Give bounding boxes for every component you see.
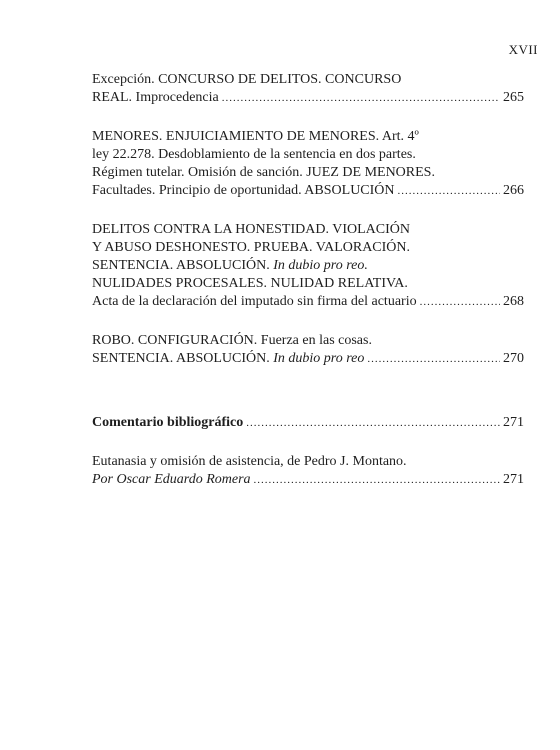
toc-line: SENTENCIA. ABSOLUCIÓN. — [92, 258, 270, 273]
dot-leader — [254, 471, 500, 489]
toc-leader-line — [92, 293, 524, 311]
dot-leader — [367, 350, 500, 368]
toc-line: REAL. Improcedencia — [92, 90, 219, 105]
page-ref: 265 — [503, 90, 524, 105]
dot-leader — [420, 293, 500, 311]
toc-line: ley 22.278. Desdoblamiento de la sentencia en dos partes. — [92, 147, 416, 162]
dot-leader — [398, 182, 500, 200]
page-ref: 271 — [503, 472, 524, 487]
toc-line: Excepción. CONCURSO DE DELITOS. CONCURSO — [92, 72, 402, 87]
toc-line-with-italic — [92, 257, 524, 275]
author-line: Por Oscar Eduardo Romera — [92, 472, 251, 487]
dot-leader — [246, 414, 500, 432]
toc-line: DELITOS CONTRA LA HONESTIDAD. VIOLACIÓN — [92, 222, 410, 237]
table-of-contents — [92, 71, 524, 510]
page-number: XVII — [508, 42, 538, 57]
toc-line: Y ABUSO DESHONESTO. PRUEBA. VALORACIÓN. — [92, 240, 411, 255]
page-ref: 270 — [503, 351, 524, 366]
italic-fragment: In dubio pro reo. — [273, 258, 368, 273]
toc-leader-line — [92, 471, 524, 489]
toc-leader-line — [92, 182, 524, 200]
toc-line: ROBO. CONFIGURACIÓN. Fuerza en las cosas. — [92, 333, 372, 348]
toc-line: SENTENCIA. ABSOLUCIÓN. — [92, 351, 270, 366]
toc-line: Régimen tutelar. Omisión de sanción. JUEZ DE MENORES. — [92, 165, 435, 180]
page-ref: 266 — [503, 183, 524, 198]
toc-line: Eutanasia y omisión de asistencia, de Pedro J. Montano. — [92, 454, 407, 469]
section-heading: Comentario bibliográfico — [92, 415, 244, 430]
bibliography-entry — [92, 453, 524, 489]
page-ref: 268 — [503, 294, 524, 309]
toc-entry — [92, 332, 524, 368]
toc-line: Facultades. Principio de oportunidad. ABSOLUCIÓN — [92, 183, 395, 198]
toc-line: Acta de la declaración del imputado sin firma del actuario — [92, 294, 417, 309]
toc-line: NULIDADES PROCESALES. NULIDAD RELATIVA. — [92, 276, 408, 291]
toc-line-with-italic — [92, 350, 364, 368]
dot-leader — [222, 89, 500, 107]
toc-entry — [92, 71, 524, 107]
toc-entry — [92, 128, 524, 200]
toc-line: MENORES. ENJUICIAMIENTO DE MENORES. Art. 4º — [92, 129, 419, 144]
page-ref: 271 — [503, 415, 524, 430]
toc-leader-line — [92, 89, 524, 107]
italic-fragment: In dubio pro reo — [273, 351, 365, 366]
toc-leader-line — [92, 414, 524, 432]
toc-entry — [92, 221, 524, 311]
bibliography-section — [92, 414, 524, 432]
toc-leader-line — [92, 350, 524, 368]
